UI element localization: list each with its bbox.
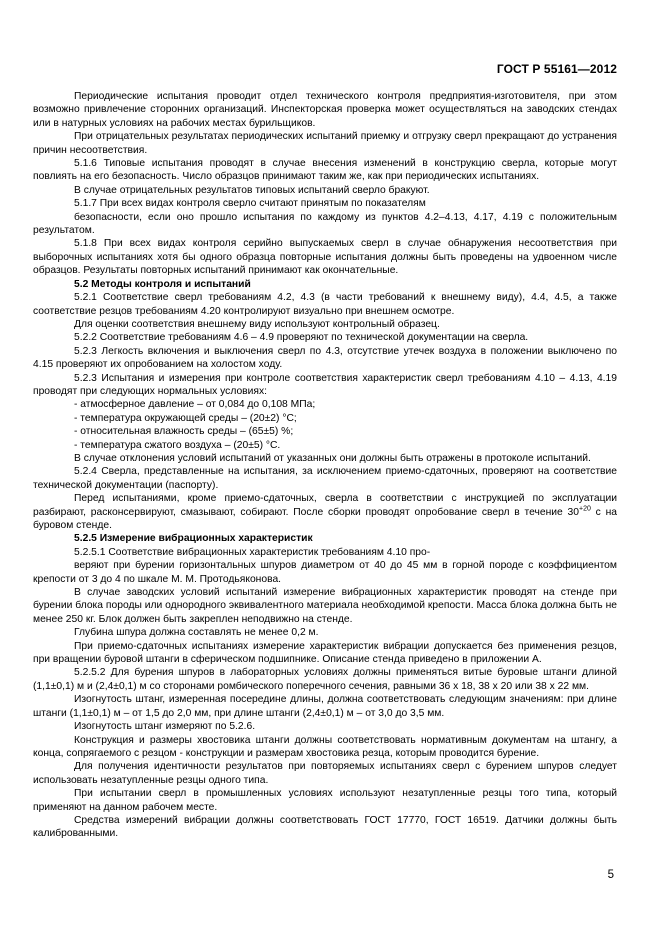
- superscript-tolerance: +20: [579, 505, 591, 513]
- paragraph: Средства измерений вибрации должны соответствовать ГОСТ 17770, ГОСТ 16519. Датчики должны быть калиброванными.: [33, 814, 617, 840]
- paragraph: При испытании сверл в промышленных условиях используют незатупленные резцы того типа, который применяют на данном рабочем месте.: [33, 788, 617, 813]
- paragraph: веряют при бурении горизонтальных шпуров диаметром от 40 до 45 мм в горной породе с коэффициентом крепости от 3 до 4 по шкале М. М. Протодьяконова.: [33, 560, 617, 585]
- paragraph: 5.2.4 Сверла, представленные на испытания, за исключением приемо-сдаточных, проверяют на соответствие технической документации (паспорту).: [33, 466, 617, 491]
- list-item: - температура окружающей среды – (20±2) °С;: [74, 412, 297, 424]
- paragraph: В случае отклонения условий испытаний от указанных они должны быть отражены в протоколе испытаний.: [74, 452, 591, 464]
- paragraph-text: с на буровом стенде.: [33, 506, 617, 531]
- paragraph: 5.1.8 При всех видах контроля серийно выпускаемых сверл в случае обнаружения несоответствия при выборочных испытаниях хотя бы одного образца повторные испытания должны быть проведены на удвоенном числе образцов. Результаты повторных испытаний принимают как окончательные.: [33, 238, 617, 277]
- paragraph: 5.1.7 При всех видах контроля сверло считают принятым по показателям: [74, 198, 426, 210]
- paragraph: Конструкция и размеры хвостовика штанги должны соответствовать нормативным документам на штангу, а конца, сопрягаемого с резцом - конструкции и размерам хвостовика резца, которым проводится бурение.: [33, 734, 617, 759]
- paragraph: 5.2.2 Соответствие требованиям 4.6 – 4.9 проверяют по технической документации на сверла.: [74, 332, 529, 344]
- paragraph: 5.2.1 Соответствие сверл требованиям 4.2, 4.3 (в части требований к внешнему виду), 4.4, 4.5, а также соответствие резцов требованиям 4.20 контролируют визуально при внешнем осмотре.: [33, 292, 617, 317]
- paragraph: 5.2.5.1 Соответствие вибрационных характеристик требованиям 4.10 про-: [74, 546, 431, 558]
- paragraph: 5.1.6 Типовые испытания проводят в случае внесения изменений в конструкцию сверла, которые могут повлиять на его безопасность. Число образцов принимают таким же, как при периодических испытаниях.: [33, 158, 617, 183]
- paragraph: безопасности, если оно прошло испытания по каждому из пунктов 4.2–4.13, 4.17, 4.19 с положительным результатом.: [33, 211, 617, 237]
- paragraph: Периодические испытания проводит отдел технического контроля предприятия-изготовителя, при этом возможно привлечение сторонних организаций. Инспекторская проверка может осуществляться на заводских стендах или в натурных условиях на рабочих местах бурильщиков.: [33, 91, 617, 129]
- section-heading: 5.2.5 Измерение вибрационных характеристик: [74, 533, 313, 545]
- paragraph: 5.2.5.2 Для бурения шпуров в лабораторных условиях должны применяться витые буровые штанги длиной (1,1±0,1) м и (2,4±0,1) м со сторонами ромбического поперечного сечения, равными 36 х 18, 38 х 20 или 38 х 22 мм.: [33, 667, 617, 692]
- page-number: 5: [607, 869, 614, 881]
- paragraph: [33, 492, 617, 532]
- paragraph: При приемо-сдаточных испытаниях измерение характеристик вибрации допускается без применения резцов, при вращении буровой штанги в сферическом подшипнике. Описание стенда приведено в приложении А.: [33, 640, 617, 666]
- list-item: - относительная влажность среды – (65±5) %;: [74, 426, 294, 438]
- paragraph: 5.2.3 Легкость включения и выключения сверл по 4.3, отсутствие утечек воздуха в положении выключено по 4.15 проверяют их опробованием на холостом ходу.: [33, 345, 617, 371]
- document-body: [33, 90, 617, 841]
- paragraph: При отрицательных результатах периодических испытаний приемку и отгрузку сверл прекращают до устранения причин несоответствия.: [33, 131, 617, 156]
- paragraph: Для получения идентичности результатов при повторяемых испытаниях сверл с бурением шпуров следует использовать незатупленные резцы одного типа.: [33, 761, 617, 786]
- paragraph: Для оценки соответствия внешнему виду используют контрольный образец.: [74, 318, 440, 330]
- document-code: ГОСТ Р 55161—2012: [496, 62, 617, 76]
- paragraph-text: Перед испытаниями, кроме приемо-сдаточных, сверла в соответствии с инструкцией по эксплуатации разбирают, расконсервируют, смазывают, собирают. После сборки проводят опробование сверл в течение 30: [33, 493, 617, 518]
- paragraph: Изогнутость штанг, измеренная посередине длины, должна соответствовать следующим значениям: при длине штанги (1,1±0,1) м – от 1,5 до 2,0 мм, при длине штанги (2,4±0,1) м – от 3,0 до 3,5 мм.: [33, 694, 617, 719]
- paragraph: В случае отрицательных результатов типовых испытаний сверло бракуют.: [74, 184, 430, 196]
- paragraph: Глубина шпура должна составлять не менее 0,2 м.: [74, 627, 319, 639]
- section-heading: 5.2 Методы контроля и испытаний: [74, 278, 251, 290]
- paragraph: 5.2.3 Испытания и измерения при контроле соответствия характеристик сверл требованиям 4.10 – 4.13, 4.19 проводят при следующих нормальных условиях:: [33, 372, 617, 397]
- list-item: - атмосферное давление – от 0,084 до 0,108 МПа;: [74, 399, 316, 411]
- paragraph: В случае заводских условий испытаний измерение вибрационных характеристик проводят на стенде при бурении блока породы или однородного эквивалентного материала необходимой крепости. Масса блока должна быть не менее 250 кг. Блок должен быть закреплен неподвижно на стенде.: [33, 587, 617, 625]
- list-item: - температура сжатого воздуха – (20±5) °С.: [74, 439, 281, 451]
- paragraph: Изогнутость штанг измеряют по 5.2.6.: [74, 721, 256, 733]
